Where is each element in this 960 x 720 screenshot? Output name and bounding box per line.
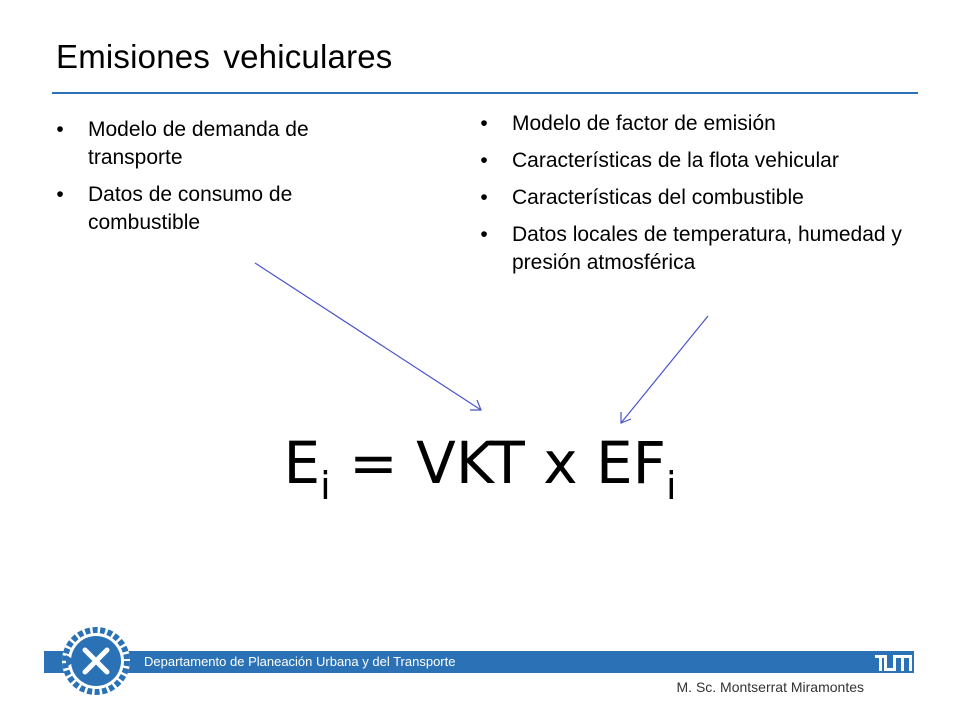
formula-rhs-subscript: i [665, 464, 677, 508]
tum-logo-icon [874, 654, 914, 672]
bullet-text: Características de la flota vehicular [512, 149, 839, 172]
author-name: M. Sc. Montserrat Miramontes [676, 679, 864, 695]
bullet-text: Modelo de demanda de transporte [88, 118, 309, 169]
right-arrow-line [621, 316, 708, 423]
bullet-icon: • [480, 186, 488, 209]
slide-title: Emisiones vehiculares [56, 38, 393, 75]
formula-lhs-subscript: i [320, 464, 331, 508]
bullet-icon: • [480, 149, 488, 172]
bullet-text: Datos de consumo de combustible [88, 183, 293, 234]
department-x-logo-icon [60, 625, 132, 697]
bullet-text: Características del combustible [512, 186, 804, 209]
bullet-icon: • [56, 118, 64, 141]
bullet-icon: • [480, 112, 488, 135]
left-arrow-line [255, 263, 481, 410]
department-name: Departamento de Planeación Urbana y del Transporte [144, 654, 456, 669]
emission-formula [0, 428, 960, 508]
bullet-text: Modelo de factor de emisión [512, 112, 776, 135]
bullet-icon: • [480, 223, 488, 246]
bullet-text: Datos locales de temperatura, humedad y presión atmosférica [512, 223, 902, 274]
bullet-icon: • [56, 183, 64, 206]
formula-lhs: E [283, 429, 321, 497]
formula-middle: = VKT x EF [330, 429, 666, 497]
